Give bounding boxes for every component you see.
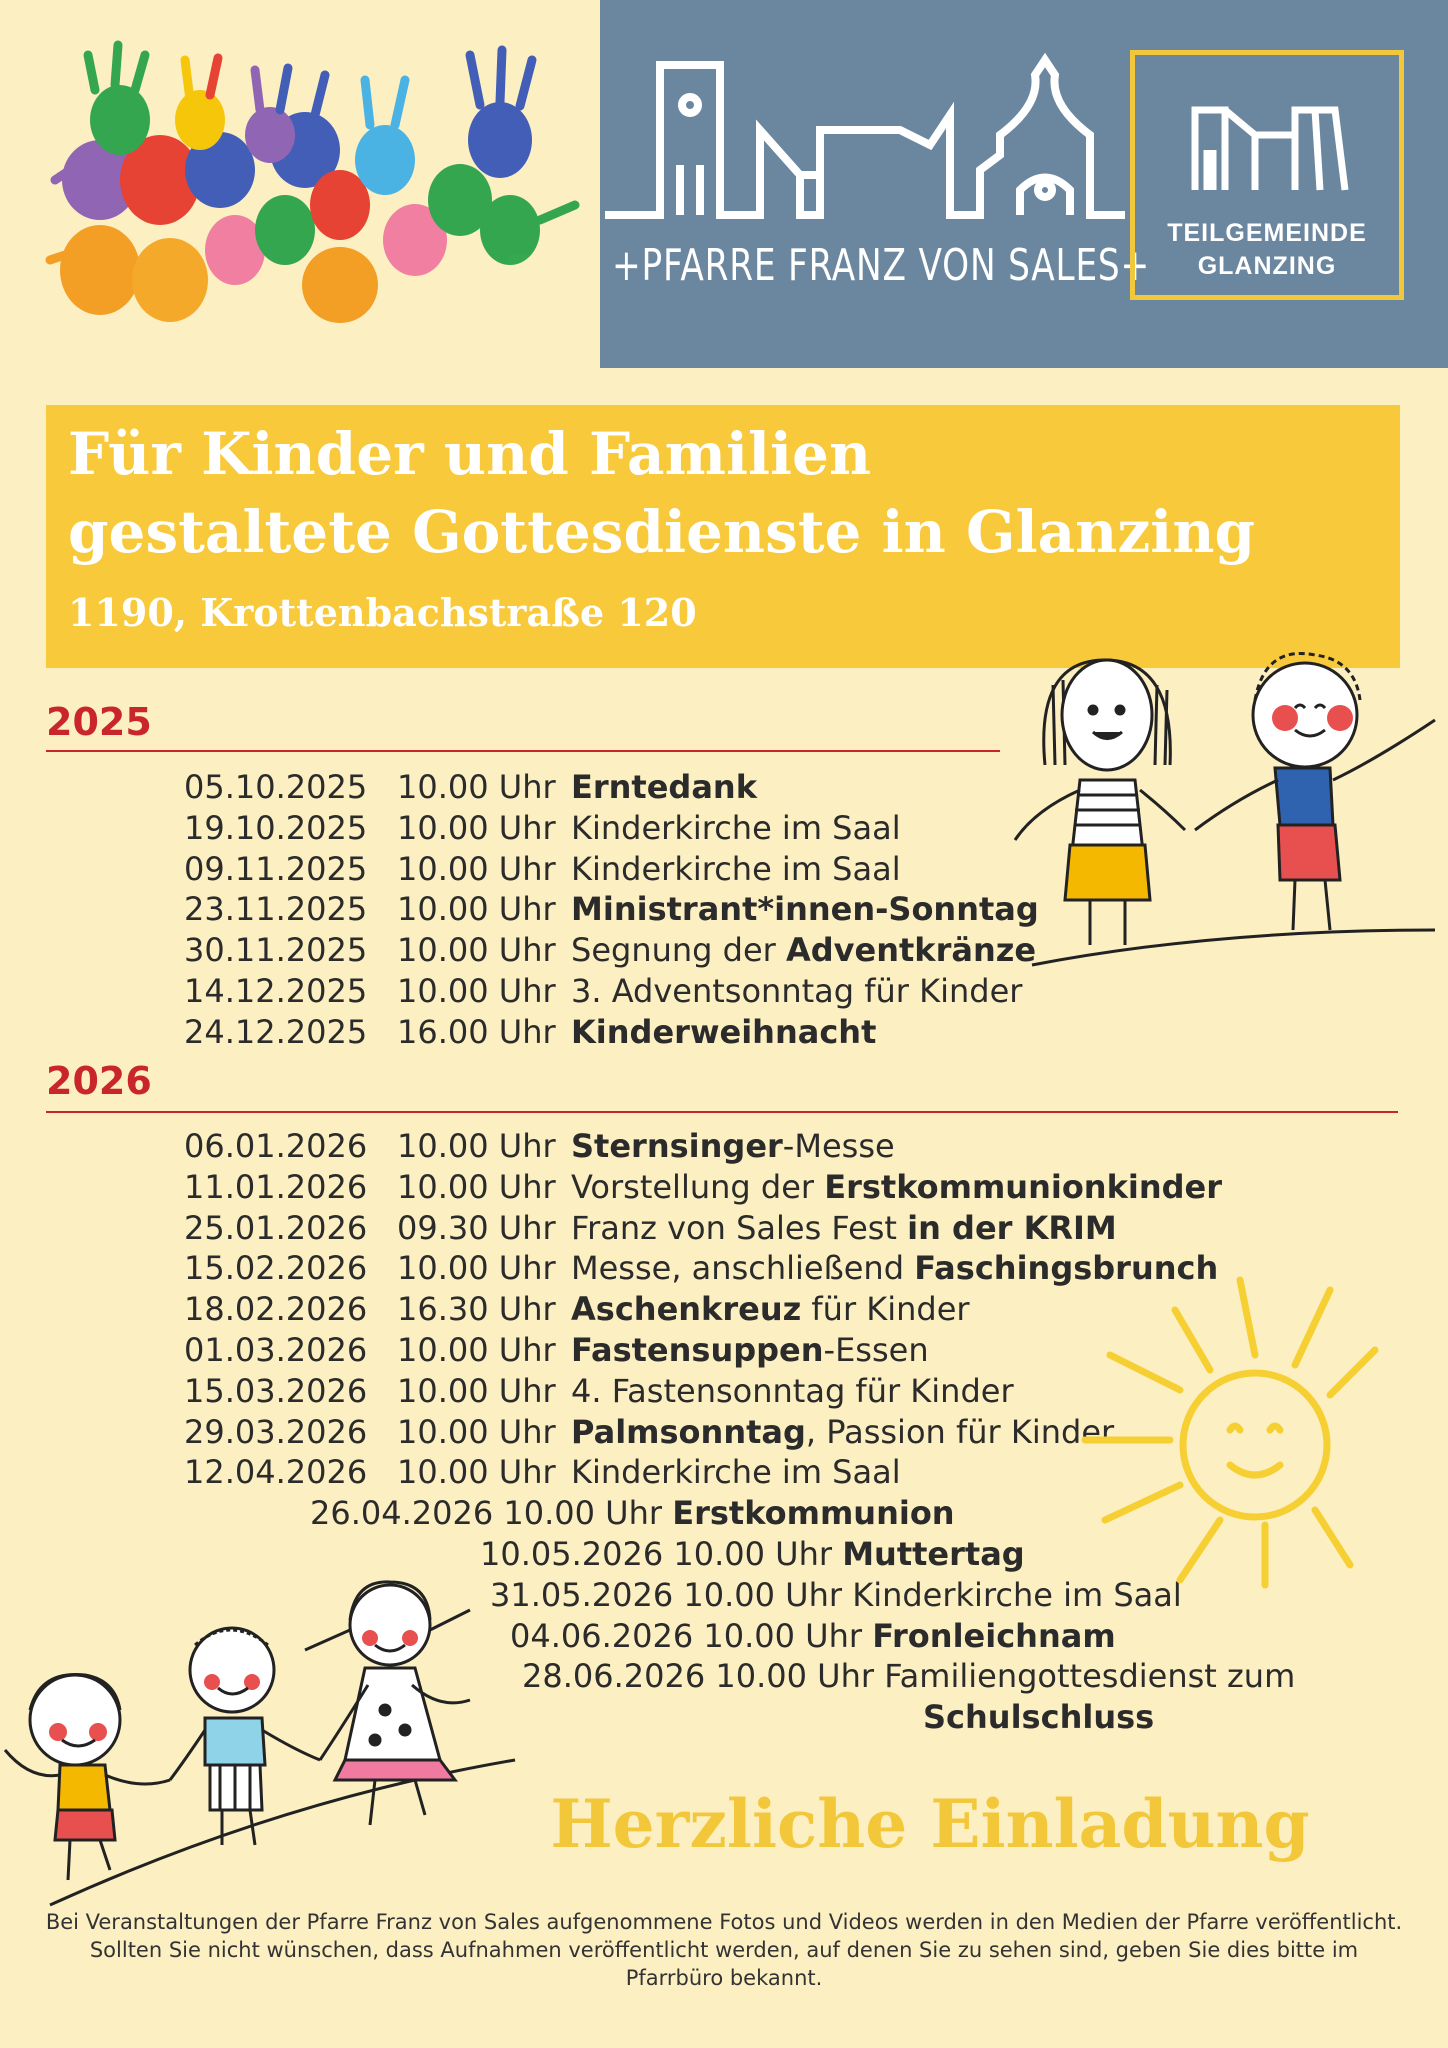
- event-description: [571, 1289, 970, 1330]
- parish-name: +PFARRE FRANZ VON SALES+: [612, 240, 1151, 291]
- event-time: 10.00 Uhr: [397, 931, 556, 970]
- event-continuation-text: Schulschluss: [923, 1698, 1155, 1736]
- event-time: 10.00 Uhr: [397, 1167, 556, 1206]
- event-date: 05.10.2025: [184, 768, 368, 806]
- event-date: 29.03.2026: [184, 1412, 368, 1451]
- event-description: [571, 889, 1039, 930]
- event-text: 3. Adventsonntag für Kinder: [571, 972, 1023, 1010]
- event-text: Vorstellung der: [571, 1167, 825, 1206]
- event-time: 16.00 Uhr: [397, 1012, 556, 1051]
- event-time: 10.00 Uhr: [397, 808, 556, 847]
- event-continuation: [923, 1697, 1154, 1738]
- event-highlight: Sternsinger: [571, 1127, 783, 1165]
- title-banner: [46, 405, 1400, 668]
- event-description: [571, 808, 901, 849]
- event-date: 10.05.2026: [480, 1535, 664, 1573]
- event-text: Familiengottesdienst zum: [884, 1657, 1296, 1696]
- event-time: 10.00 Uhr: [683, 1575, 843, 1614]
- event-description: [571, 1126, 895, 1167]
- event-description: [571, 1412, 1114, 1453]
- event-date: 30.11.2025: [184, 931, 368, 970]
- event-description: [571, 1330, 929, 1371]
- event-time: 10.00 Uhr: [397, 1127, 556, 1165]
- event-time: 10.00 Uhr: [397, 972, 556, 1010]
- event-description: [571, 1208, 1117, 1249]
- year-heading: 2025: [46, 700, 152, 744]
- year-divider: [46, 1111, 1398, 1113]
- event-text: Kinderkirche im Saal: [852, 1575, 1182, 1614]
- event-description: [571, 767, 757, 808]
- event-date: 26.04.2026: [310, 1494, 494, 1533]
- address: 1190, Krottenbachstraße 120: [68, 590, 697, 635]
- event-text: -Messe: [782, 1127, 895, 1165]
- event-date: 04.06.2026: [510, 1616, 694, 1655]
- event-text: , Passion für Kinder: [805, 1412, 1115, 1451]
- year-heading: 2026: [46, 1059, 152, 1103]
- event-time: 16.30 Uhr: [397, 1290, 556, 1329]
- event-text: 4. Fastensonntag für Kinder: [571, 1371, 1014, 1410]
- event-text: Kinderkirche im Saal: [571, 808, 901, 847]
- event-description: [571, 1452, 901, 1493]
- event-highlight: Ministrant*innen-Sonntag: [571, 890, 1039, 929]
- event-row: [510, 1616, 1116, 1657]
- event-text: Kinderkirche im Saal: [571, 1453, 901, 1492]
- event-description: [571, 849, 901, 890]
- page-title-line-2: gestaltete Gottesdienste in Glanzing: [68, 498, 1256, 566]
- event-date: 14.12.2025: [184, 972, 368, 1010]
- invitation-text: Herzliche Einladung: [550, 1785, 1310, 1863]
- event-text: Messe, anschließend: [571, 1249, 915, 1288]
- event-date: 15.03.2026: [184, 1371, 368, 1410]
- event-description: [571, 930, 1036, 971]
- event-description: [571, 1167, 1222, 1208]
- event-highlight: Fronleichnam: [872, 1616, 1116, 1655]
- event-text: Franz von Sales Fest: [571, 1208, 908, 1247]
- event-text: für Kinder: [801, 1290, 970, 1329]
- event-date: 24.12.2025: [184, 1012, 368, 1051]
- event-text: Kinderkirche im Saal: [571, 849, 901, 888]
- event-time: 10.00 Uhr: [397, 1249, 556, 1288]
- event-row: [310, 1493, 955, 1534]
- building-icon: [1185, 90, 1355, 200]
- event-text: -Essen: [823, 1331, 929, 1369]
- event-date: 19.10.2025: [184, 808, 368, 847]
- handprints-illustration: [40, 30, 590, 350]
- event-highlight: Faschingsbrunch: [914, 1249, 1219, 1288]
- event-description: [872, 1617, 1115, 1655]
- event-time: 10.00 Uhr: [397, 1412, 556, 1451]
- event-date: 18.02.2026: [184, 1290, 368, 1329]
- event-date: 23.11.2025: [184, 890, 368, 929]
- event-highlight: Erstkommunion: [672, 1494, 955, 1533]
- event-text: Segnung der: [571, 931, 786, 970]
- event-date: 31.05.2026: [490, 1575, 674, 1614]
- event-date: 06.01.2026: [184, 1127, 368, 1165]
- event-description: [571, 1012, 876, 1053]
- event-highlight: in der KRIM: [907, 1208, 1117, 1247]
- sub-parish-line-1: TEILGEMEINDE: [1167, 219, 1367, 247]
- event-highlight: Aschenkreuz: [571, 1290, 802, 1329]
- event-time: 10.00 Uhr: [397, 1371, 556, 1410]
- photo-disclaimer: Bei Veranstaltungen der Pfarre Franz von Sales aufgenommene Fotos und Videos werden in den Medien der Pfarre veröffentlicht. Sollten Sie nicht wünschen, dass Aufnahmen veröffentlicht werden, auf denen Sie zu sehen sind, geben Sie dies bitte im Pfarrbüro bekannt.: [45, 1910, 1403, 1990]
- event-time: 10.00 Uhr: [715, 1657, 875, 1696]
- event-time: 10.00 Uhr: [673, 1535, 833, 1573]
- event-date: 01.03.2026: [184, 1331, 368, 1369]
- year-divider: [46, 750, 1000, 752]
- event-highlight: Erstkommunionkinder: [824, 1167, 1222, 1206]
- sun-illustration: [1080, 1270, 1380, 1590]
- event-date: 09.11.2025: [184, 849, 368, 888]
- event-time: 10.00 Uhr: [397, 849, 556, 888]
- church-skyline-logo: [600, 45, 1130, 235]
- event-highlight: Adventkränze: [785, 931, 1037, 970]
- event-date: 12.04.2026: [184, 1453, 368, 1492]
- event-time: 09.30 Uhr: [397, 1208, 556, 1247]
- event-row: [522, 1656, 1295, 1697]
- event-description: [571, 971, 1022, 1012]
- sub-parish-line-2: GLANZING: [1197, 252, 1337, 280]
- event-time: 10.00 Uhr: [703, 1616, 863, 1655]
- event-highlight: Muttertag: [842, 1535, 1025, 1573]
- event-description: [672, 1494, 954, 1532]
- event-date: 25.01.2026: [184, 1208, 368, 1247]
- event-time: 10.00 Uhr: [397, 1331, 556, 1369]
- event-date: 15.02.2026: [184, 1249, 368, 1288]
- event-highlight: Palmsonntag: [571, 1412, 806, 1451]
- sub-parish-logo: [1130, 50, 1404, 300]
- event-row: [490, 1575, 1182, 1616]
- event-row: [480, 1534, 1025, 1575]
- event-date: 11.01.2026: [184, 1167, 368, 1206]
- event-description: [571, 1371, 1014, 1412]
- event-highlight: Erntedank: [571, 768, 757, 806]
- event-highlight: Kinderweihnacht: [571, 1012, 877, 1051]
- event-time: 10.00 Uhr: [503, 1494, 663, 1533]
- event-highlight: Fastensuppen: [571, 1331, 824, 1369]
- sub-parish-name: [1135, 217, 1399, 283]
- event-description: [884, 1657, 1295, 1695]
- three-kids-illustration: [0, 1560, 520, 1920]
- page-title-line-1: Für Kinder und Familien: [68, 420, 872, 488]
- event-time: 10.00 Uhr: [397, 768, 556, 806]
- event-time: 10.00 Uhr: [397, 1453, 556, 1492]
- two-kids-illustration: [995, 640, 1445, 980]
- event-date: 28.06.2026: [522, 1657, 706, 1696]
- event-time: 10.00 Uhr: [397, 890, 556, 929]
- parish-logo-panel: [600, 0, 1448, 368]
- event-description: [842, 1535, 1025, 1573]
